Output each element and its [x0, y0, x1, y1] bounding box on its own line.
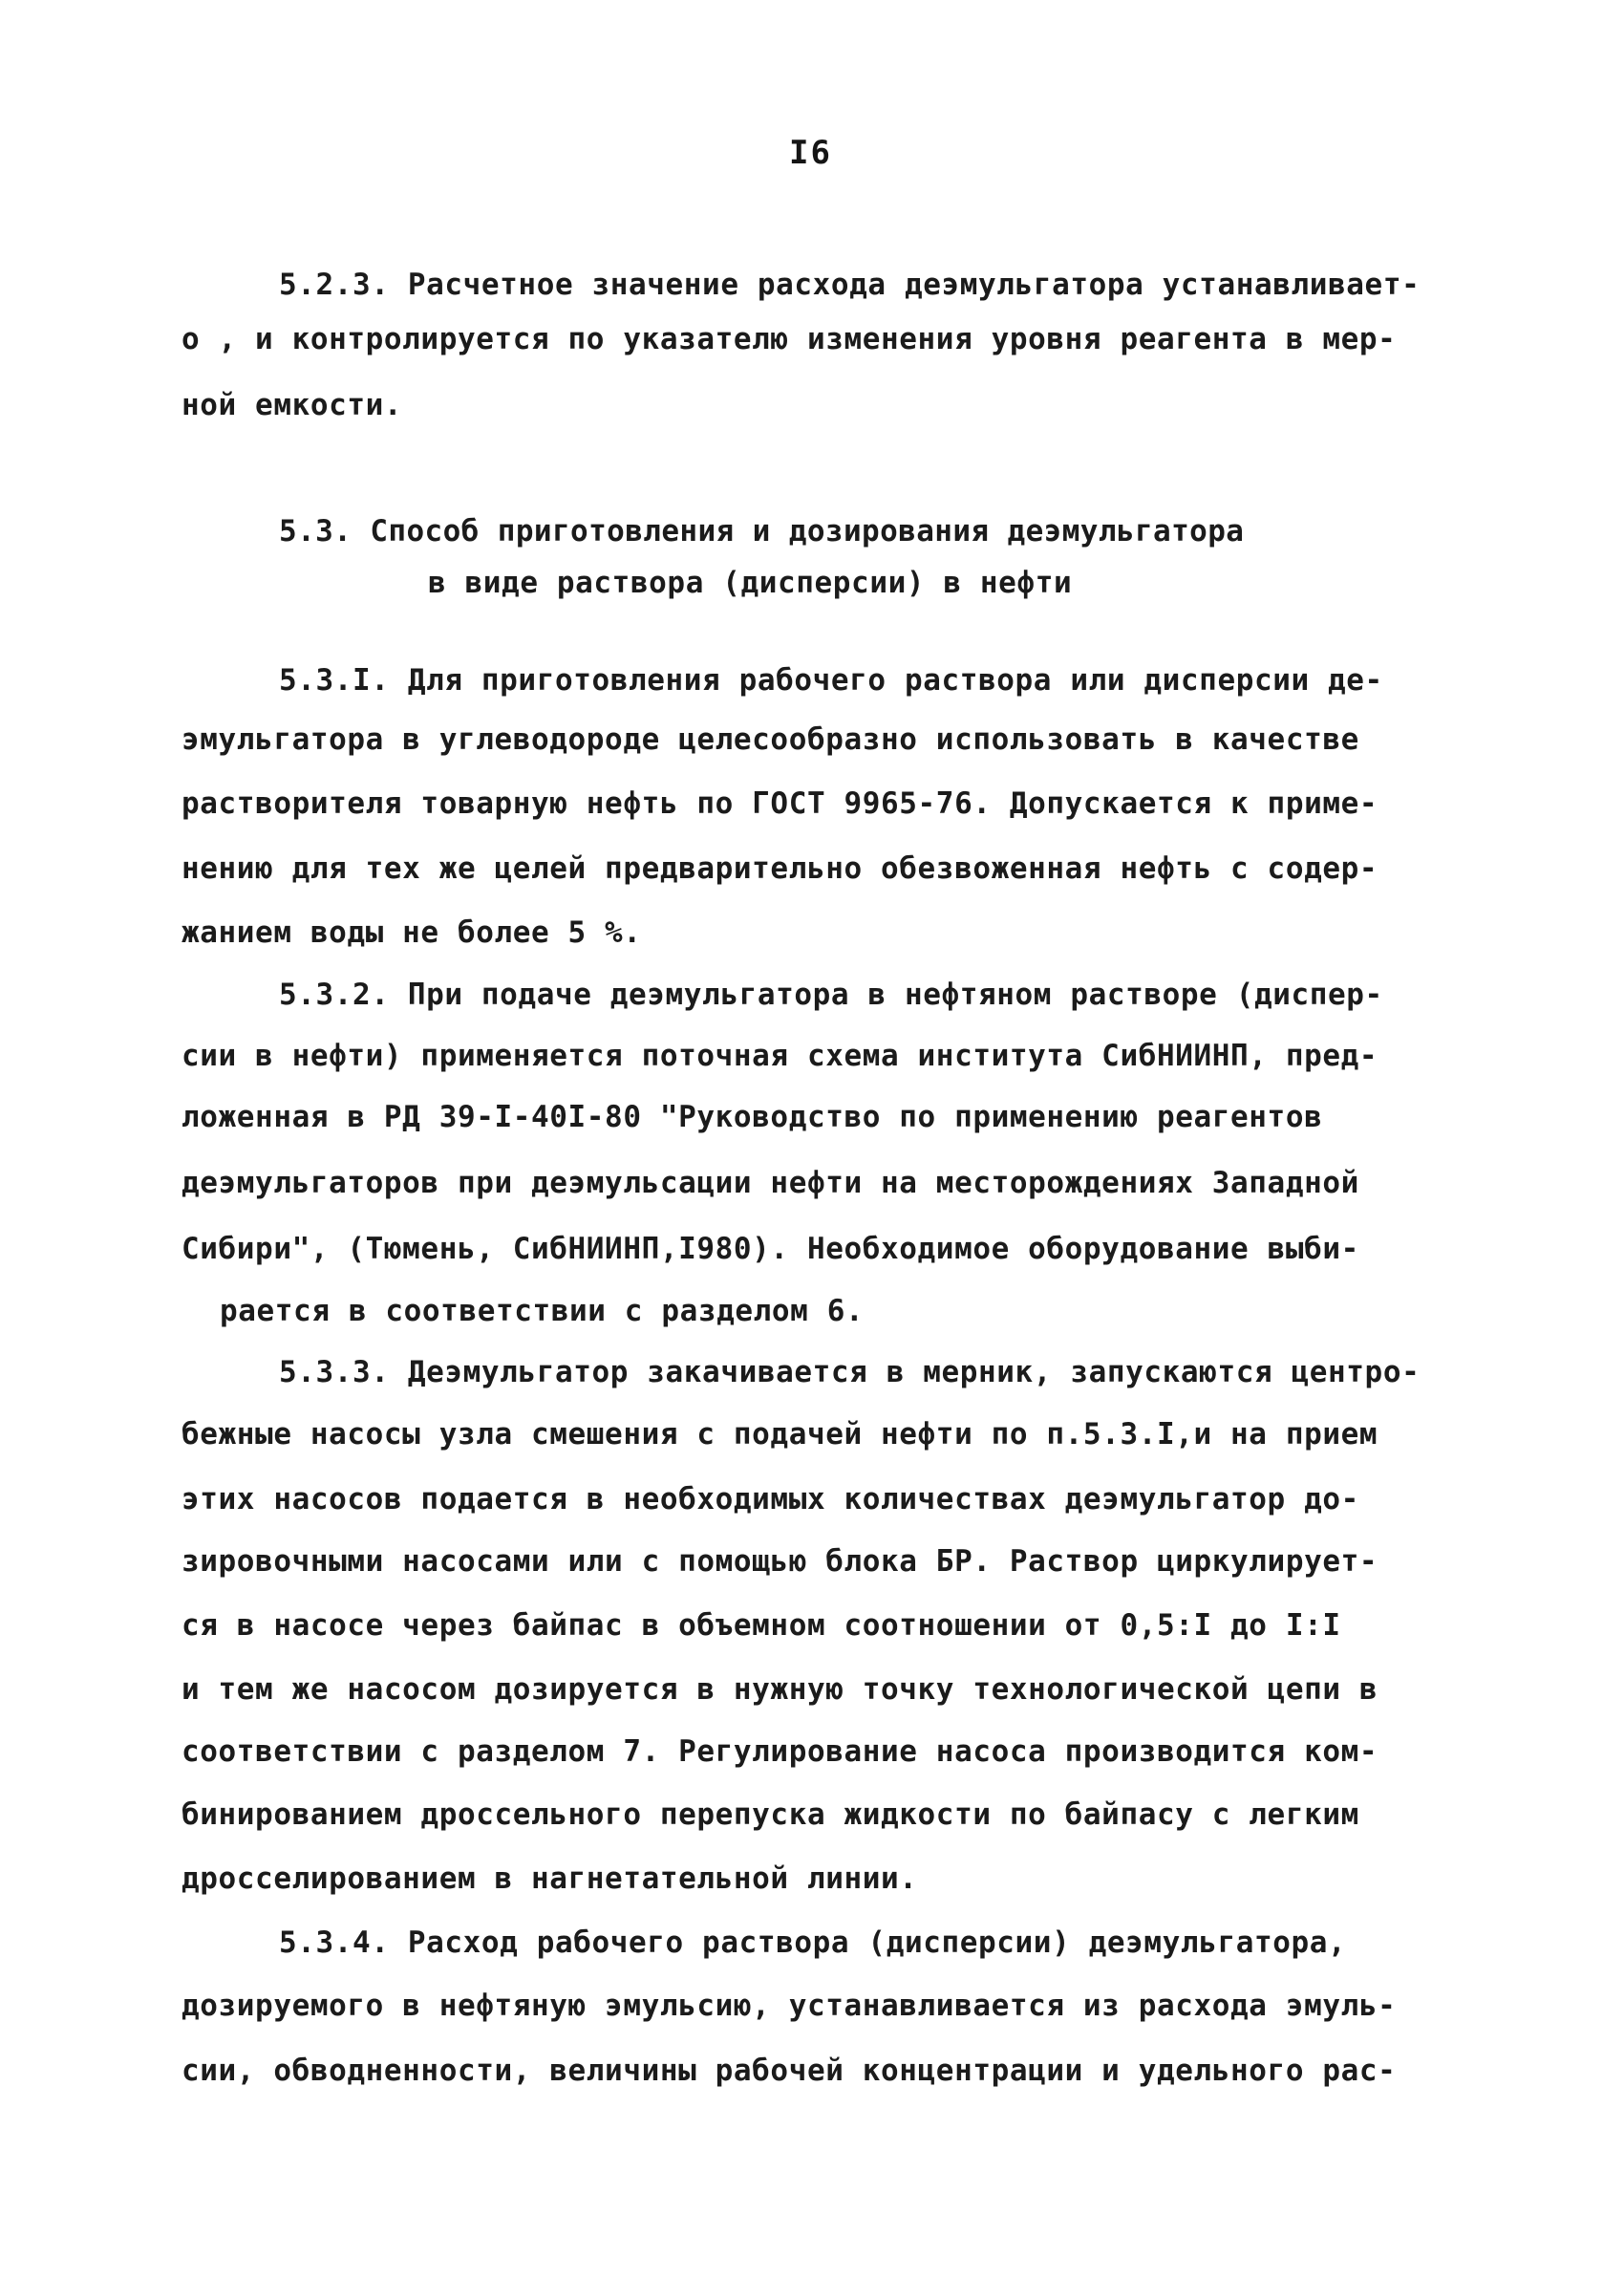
- text-line: ложенная в РД 39-I-40I-80 "Руководство по применению реагентов: [182, 1100, 1323, 1134]
- text-line: Сибири", (Тюмень, СибНИИНП,I980). Необходимое оборудование выби-: [182, 1232, 1359, 1266]
- text-line: дросселированием в нагнетательной линии.: [182, 1861, 918, 1896]
- section-heading: 5.3. Способ приготовления и дозирования деэмульгатора: [279, 514, 1245, 548]
- text-line: зировочными насосами или с помощью блока БР. Раствор циркулирует-: [182, 1544, 1378, 1579]
- text-line: ся в насосе через байпас в объемном соотношении от 0,5:I до I:I: [182, 1608, 1341, 1643]
- text-line: 5.3.I. Для приготовления рабочего раствора или дисперсии де-: [279, 663, 1383, 698]
- text-line: соответствии с разделом 7. Регулирование насоса производится ком-: [182, 1734, 1378, 1769]
- text-line: о , и контролируется по указателю изменения уровня реагента в мер-: [182, 322, 1397, 356]
- page-number: I6: [789, 134, 832, 172]
- text-line: растворителя товарную нефть по ГОСТ 9965-76. Допускается к приме-: [182, 786, 1378, 821]
- text-line: 5.3.4. Расход рабочего раствора (дисперсии) деэмульгатора,: [279, 1925, 1347, 1960]
- text-line: сии, обводненности, величины рабочей концентрации и удельного рас-: [182, 2054, 1397, 2088]
- text-line: дозируемого в нефтяную эмульсию, устанавливается из расхода эмуль-: [182, 1989, 1397, 2023]
- section-heading-continuation: в виде раствора (дисперсии) в нефти: [428, 566, 1073, 600]
- text-line: сии в нефти) применяется поточная схема института СибНИИНП, пред-: [182, 1039, 1378, 1073]
- text-line: этих насосов подается в необходимых количествах деэмульгатор до-: [182, 1482, 1359, 1516]
- text-line: бежные насосы узла смешения с подачей нефти по п.5.3.I,и на прием: [182, 1417, 1378, 1452]
- text-line: 5.3.3. Деэмульгатор закачивается в мерник, запускаются центро-: [279, 1355, 1421, 1389]
- text-line: ной емкости.: [182, 388, 403, 422]
- text-line: и тем же насосом дозируется в нужную точку технологической цепи в: [182, 1672, 1378, 1707]
- text-line: бинированием дроссельного перепуска жидкости по байпасу с легким: [182, 1797, 1359, 1832]
- text-line: 5.2.3. Расчетное значение расхода деэмульгатора устанавливает-: [279, 268, 1421, 302]
- text-line: деэмульгаторов при деэмульсации нефти на месторождениях Западной: [182, 1166, 1359, 1200]
- text-line: нению для тех же целей предварительно обезвоженная нефть с содер-: [182, 851, 1378, 886]
- text-line: рается в соответствии с разделом 6.: [220, 1294, 865, 1328]
- text-line: эмульгатора в углеводороде целесообразно использовать в качестве: [182, 722, 1359, 757]
- text-line: жанием воды не более 5 %.: [182, 915, 642, 950]
- text-line: 5.3.2. При подаче деэмульгатора в нефтяном растворе (диспер-: [279, 978, 1383, 1012]
